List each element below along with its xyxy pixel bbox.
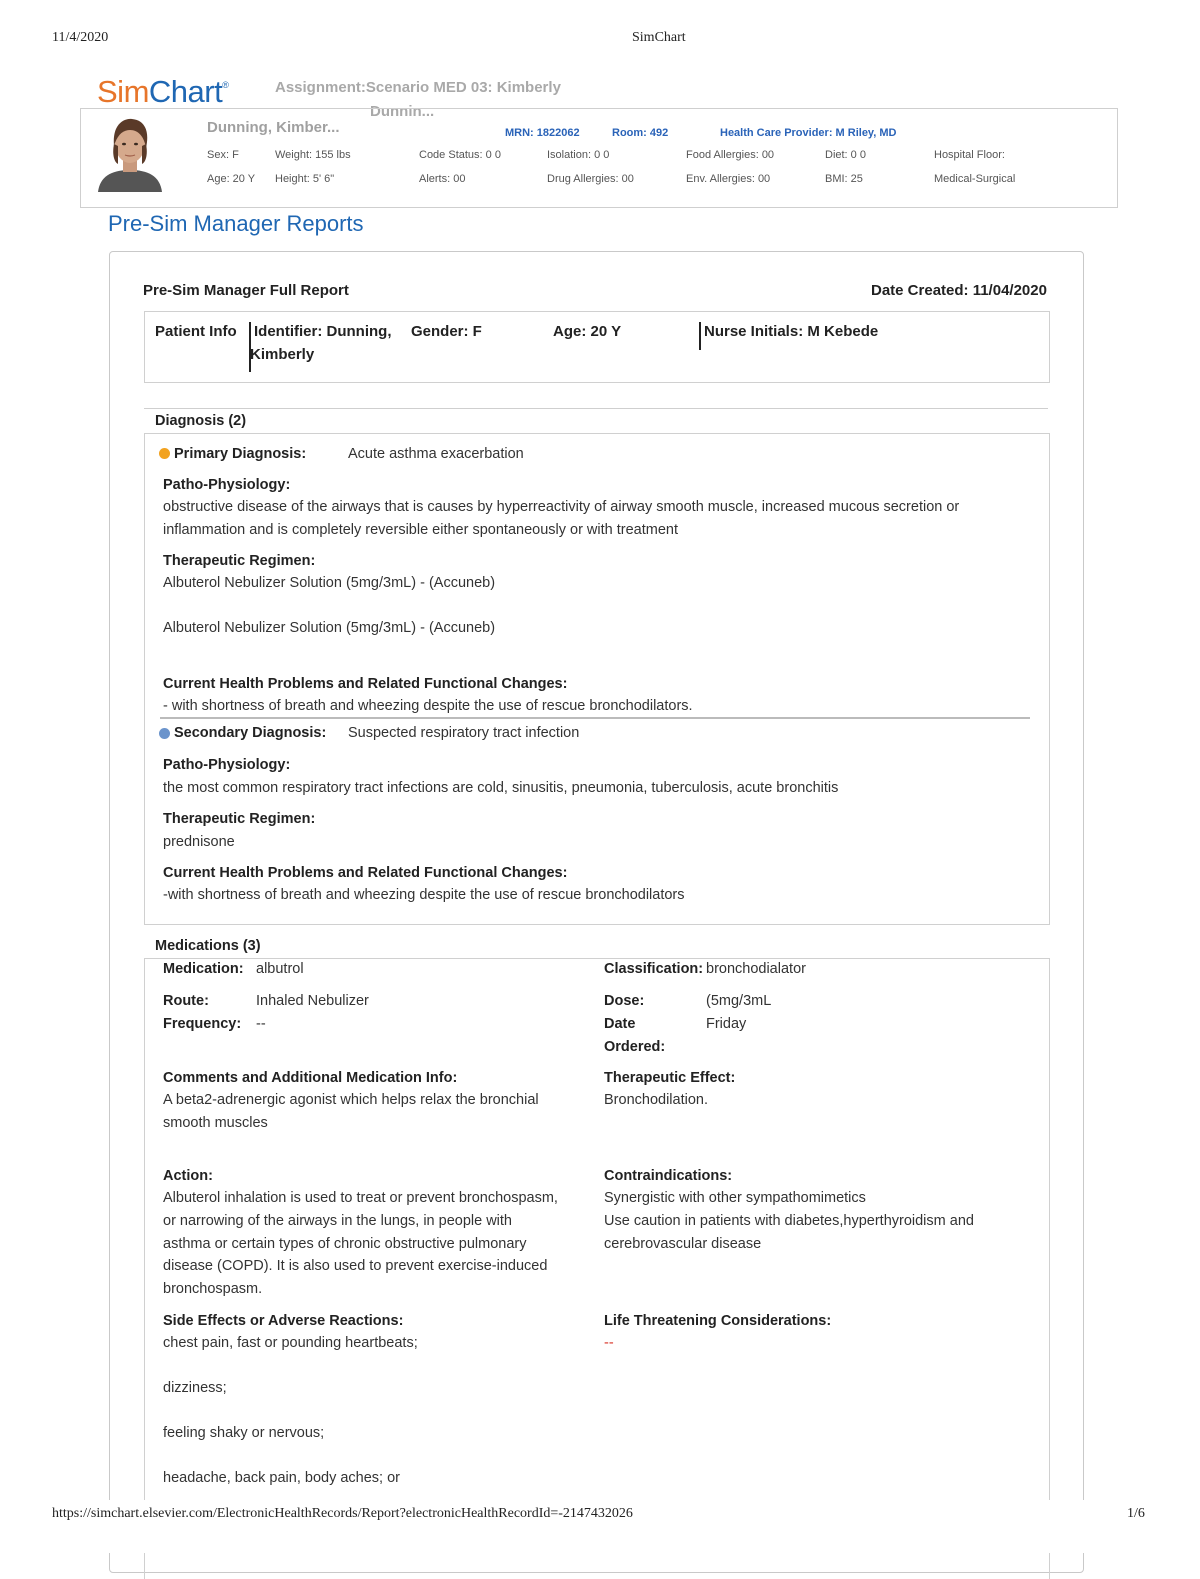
assignment-line-1: Assignment:Scenario MED 03: Kimberly [275, 79, 561, 96]
therapeutic-effect-label: Therapeutic Effect: [604, 1070, 736, 1086]
action-label: Action: [163, 1168, 213, 1184]
secondary-regimen-label: Therapeutic Regimen: [163, 811, 316, 827]
patient-sex: Sex: F [207, 149, 239, 161]
patient-room: Room: 492 [612, 127, 669, 139]
secondary-patho-value: the most common respiratory tract infections are cold, sinusitis, pneumonia, tuberculosis, acute bronchitis [163, 780, 839, 796]
dose-value: (5mg/3mL [706, 993, 772, 1009]
primary-regimen-label: Therapeutic Regimen: [163, 553, 316, 569]
side-effect-line: chest pain, fast or pounding heartbeats; [163, 1335, 418, 1351]
patient-bmi: BMI: 25 [825, 173, 863, 185]
primary-regimen-item: Albuterol Nebulizer Solution (5mg/3mL) - (Accuneb) [163, 575, 496, 591]
diagnosis-header: Diagnosis (2) [155, 413, 247, 429]
patient-identifier-line-2: Kimberly [250, 346, 315, 363]
contraindications-label: Contraindications: [604, 1168, 733, 1184]
medication-value: albutrol [256, 961, 304, 977]
date-ordered-label: Date [604, 1016, 636, 1032]
classification-value: bronchodialator [706, 961, 806, 977]
patient-gender: Gender: F [411, 323, 482, 340]
side-effect-line: headache, back pain, body aches; or [163, 1470, 400, 1486]
patient-photo-icon [92, 114, 168, 192]
patient-hospital-floor: Hospital Floor: [934, 149, 1005, 161]
side-effects-label: Side Effects or Adverse Reactions: [163, 1313, 404, 1329]
print-date: 11/4/2020 [52, 30, 109, 45]
primary-dot-icon [159, 448, 170, 459]
therapeutic-effect-value: Bronchodilation. [604, 1092, 708, 1108]
contraindication-line: cerebrovascular disease [604, 1236, 762, 1252]
patient-food-allergies: Food Allergies: 00 [686, 149, 775, 161]
patient-code-status: Code Status: 0 0 [419, 149, 501, 161]
primary-patho-label: Patho-Physiology: [163, 477, 291, 493]
side-effect-line: feeling shaky or nervous; [163, 1425, 325, 1441]
logo-sim: Sim [97, 74, 149, 109]
action-line: bronchospasm. [163, 1281, 263, 1297]
secondary-patho-label: Patho-Physiology: [163, 757, 291, 773]
patient-identifier: Identifier: Dunning, [254, 323, 392, 340]
action-line: disease (COPD). It is also used to prevent exercise-induced [163, 1258, 548, 1274]
patient-provider: Health Care Provider: M Riley, MD [720, 127, 897, 139]
simchart-logo[interactable] [97, 74, 228, 110]
print-url[interactable]: https://simchart.elsevier.com/ElectronicHealthRecords/Report?electronicHealthRecordId=-2147432026 [52, 1506, 633, 1521]
patient-height: Height: 5' 6" [275, 173, 335, 185]
divider [699, 322, 701, 350]
patient-weight: Weight: 155 lbs [275, 149, 351, 161]
patient-mrn: MRN: 1822062 [505, 127, 580, 139]
dose-label: Dose: [604, 993, 645, 1009]
print-title: SimChart [632, 30, 686, 45]
frequency-label: Frequency: [163, 1016, 242, 1032]
secondary-regimen-value: prednisone [163, 834, 235, 850]
medication-label: Medication: [163, 961, 244, 977]
primary-regimen-item: Albuterol Nebulizer Solution (5mg/3mL) - (Accuneb) [163, 620, 496, 636]
life-threatening-label: Life Threatening Considerations: [604, 1313, 832, 1329]
life-threatening-value: -- [604, 1335, 614, 1351]
assignment-line-2: Dunnin... [370, 103, 435, 120]
report-date-created: Date Created: 11/04/2020 [871, 282, 1047, 299]
comments-label: Comments and Additional Medication Info: [163, 1070, 458, 1086]
side-effect-line: dizziness; [163, 1380, 227, 1396]
frequency-value: -- [256, 1016, 266, 1032]
comments-line-2: smooth muscles [163, 1115, 268, 1131]
primary-diagnosis-label: Primary Diagnosis: [174, 446, 307, 462]
patient-env-allergies: Env. Allergies: 00 [686, 173, 771, 185]
secondary-dot-icon [159, 728, 170, 739]
primary-diagnosis-value: Acute asthma exacerbation [348, 446, 524, 462]
secondary-problems-label: Current Health Problems and Related Functional Changes: [163, 865, 568, 881]
patient-info-label: Patient Info [155, 323, 237, 340]
action-line: Albuterol inhalation is used to treat or prevent bronchospasm, [163, 1190, 558, 1206]
print-page-number: 1/6 [1127, 1506, 1145, 1521]
primary-patho-line-2: inflammation and is completely reversible either spontaneously or with treatment [163, 522, 678, 538]
patient-name[interactable]: Dunning, Kimber... [207, 119, 340, 136]
secondary-problems-value: -with shortness of breath and wheezing despite the use of rescue bronchodilators [163, 887, 685, 903]
section-divider [144, 408, 1048, 409]
patient-floor-value: Medical-Surgical [934, 173, 1016, 185]
action-line: or narrowing of the airways in the lungs, in people with [163, 1213, 512, 1229]
primary-patho-line-1: obstructive disease of the airways that is causes by hyperreactivity of airway smooth muscle, increased mucous secretion or [163, 499, 960, 515]
route-value: Inhaled Nebulizer [256, 993, 369, 1009]
secondary-diagnosis-value: Suspected respiratory tract infection [348, 725, 580, 741]
patient-avatar [92, 114, 168, 192]
classification-label: Classification: [604, 961, 704, 977]
primary-problems-label: Current Health Problems and Related Functional Changes: [163, 676, 568, 692]
comments-line-1: A beta2-adrenergic agonist which helps relax the bronchial [163, 1092, 539, 1108]
patient-alerts: Alerts: 00 [419, 173, 466, 185]
secondary-diagnosis-label: Secondary Diagnosis: [174, 725, 327, 741]
logo-registered: ® [222, 80, 229, 90]
primary-problems-value: - with shortness of breath and wheezing despite the use of rescue bronchodilators. [163, 698, 693, 714]
patient-age: Age: 20 Y [207, 173, 256, 185]
diagnosis-separator [160, 717, 1030, 719]
patient-drug-allergies: Drug Allergies: 00 [547, 173, 634, 185]
medications-header: Medications (3) [155, 938, 261, 954]
route-label: Route: [163, 993, 209, 1009]
logo-chart: Chart [148, 74, 223, 109]
contraindication-line: Synergistic with other sympathomimetics [604, 1190, 866, 1206]
report-title: Pre-Sim Manager Full Report [143, 282, 349, 299]
nurse-initials: Nurse Initials: M Kebede [704, 323, 879, 340]
contraindication-line: Use caution in patients with diabetes,hyperthyroidism and [604, 1213, 974, 1229]
page-title: Pre-Sim Manager Reports [108, 211, 364, 236]
patient-isolation: Isolation: 0 0 [547, 149, 610, 161]
action-line: asthma or certain types of chronic obstructive pulmonary [163, 1236, 527, 1252]
patient-info-age: Age: 20 Y [553, 323, 622, 340]
date-ordered-value: Friday [706, 1016, 747, 1032]
date-ordered-label-2: Ordered: [604, 1039, 666, 1055]
patient-diet: Diet: 0 0 [825, 149, 866, 161]
